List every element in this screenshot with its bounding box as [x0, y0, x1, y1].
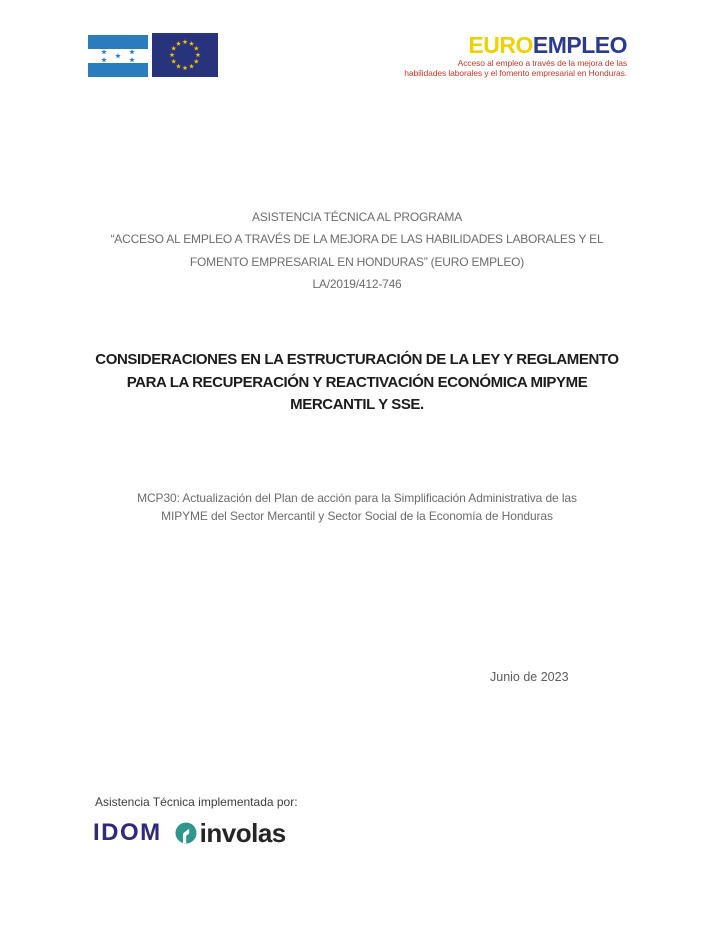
document-subtitle [0, 489, 714, 525]
implementation-label: Asistencia Técnica implementada por: [95, 795, 298, 809]
euroempleo-logo [387, 33, 627, 78]
implementer-logos [93, 817, 286, 849]
title-line: MERCANTIL Y SSE. [290, 396, 424, 414]
subtitle-line: MIPYME del Sector Mercantil y Sector Social de la Economía de Honduras [161, 509, 553, 523]
euroempleo-wordmark [387, 33, 627, 57]
program-line: ASISTENCIA TÉCNICA AL PROGRAMA [251, 210, 463, 224]
program-reference [0, 206, 714, 295]
involas-wordmark: involas [199, 818, 286, 848]
euroempleo-word-euro: EURO [468, 32, 533, 58]
euroempleo-tagline-line1: Acceso al empleo a través de la mejora de las [457, 58, 627, 68]
idom-logo: IDOM [93, 819, 162, 846]
subtitle-line: MCP30: Actualización del Plan de acción para la Simplificación Administrativa de las [137, 491, 577, 505]
document-date: Junio de 2023 [490, 670, 569, 684]
euroempleo-word-empleo: EMPLEO [532, 32, 627, 58]
euroempleo-tagline-line2: habilidades laborales y el fomento empresarial en Honduras. [404, 68, 627, 78]
involas-logo [175, 817, 286, 849]
title-line: CONSIDERACIONES EN LA ESTRUCTURACIÓN DE LA LEY Y REGLAMENTO [95, 351, 619, 368]
involas-circle-icon [175, 822, 197, 844]
page-title [0, 349, 714, 417]
program-line: FOMENTO EMPRESARIAL EN HONDURAS” (EURO EMPLEO) [189, 254, 525, 269]
program-line: LA/2019/412-746 [312, 276, 402, 291]
eu-flag-icon [152, 33, 218, 77]
title-line: PARA LA RECUPERACIÓN Y REACTIVACIÓN ECONÓMICA MIPYME [126, 373, 588, 391]
program-line: “ACCESO AL EMPLEO A TRAVÉS DE LA MEJORA DE LAS HABILIDADES LABORALES Y EL [110, 232, 604, 247]
honduras-flag-icon [88, 35, 148, 77]
